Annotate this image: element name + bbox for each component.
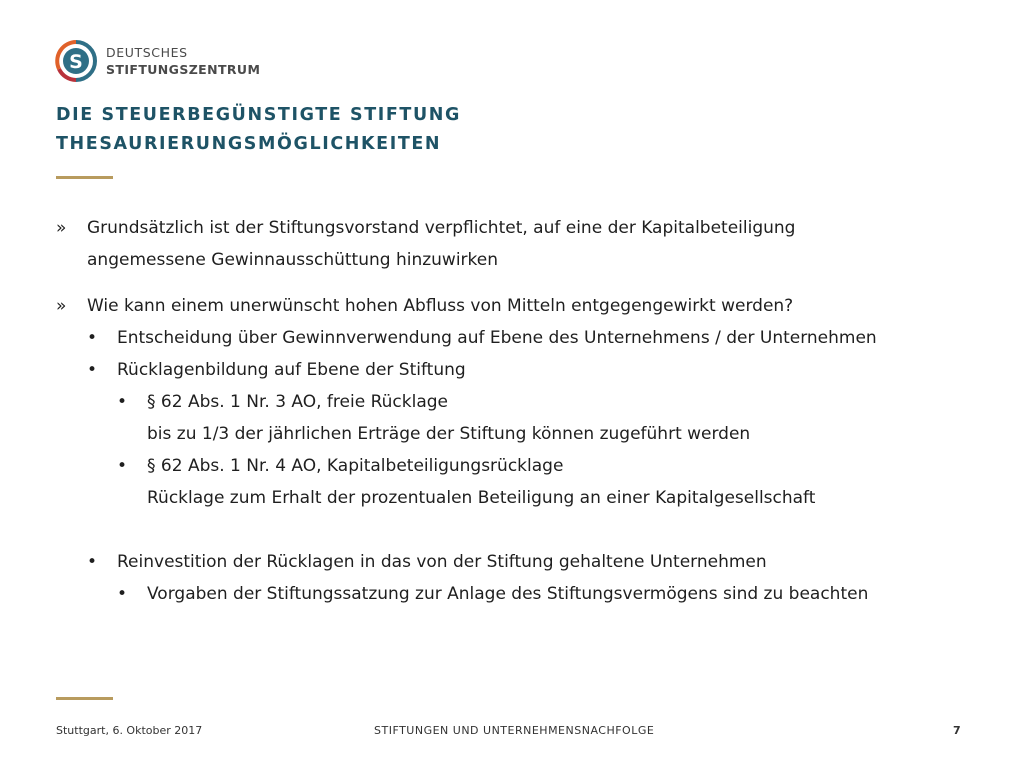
bullet-text: § 62 Abs. 1 Nr. 4 AO, Kapitalbeteiligungsrücklage: [147, 456, 564, 476]
bullet-marker: »: [56, 296, 67, 316]
bullet-item: [56, 450, 986, 514]
bullet-marker: •: [117, 456, 128, 476]
bullet-text: § 62 Abs. 1 Nr. 3 AO, freie Rücklage: [147, 392, 448, 412]
footer-topic: STIFTUNGEN UND UNTERNEHMENSNACHFOLGE: [374, 724, 655, 737]
bullet-marker: •: [87, 552, 98, 572]
bullet-marker: •: [117, 584, 128, 604]
bullet-text: Vorgaben der Stiftungssatzung zur Anlage des Stiftungsvermögens sind zu beachten: [147, 584, 869, 604]
bullet-text: Entscheidung über Gewinnverwendung auf Ebene des Unternehmens / der Unternehmen: [117, 328, 877, 348]
bullet-item: [56, 354, 986, 386]
stiftungszentrum-logo-icon: [54, 39, 98, 83]
title-accent-rule: [56, 176, 113, 179]
bullet-text: Wie kann einem unerwünscht hohen Abfluss von Mitteln entgegengewirkt werden?: [87, 296, 794, 316]
logo-wordmark: [106, 44, 260, 78]
bullet-item: [56, 578, 986, 610]
footer-accent-rule: [56, 697, 113, 700]
logo-line-deutsches: DEUTSCHES: [106, 45, 188, 60]
bullet-item: [56, 322, 986, 354]
bullet-text: Reinvestition der Rücklagen in das von der Stiftung gehaltene Unternehmen: [117, 552, 767, 572]
bullet-text: Grundsätzlich ist der Stiftungsvorstand verpflichtet, auf eine der Kapitalbeteiligung: [87, 218, 796, 238]
bullet-marker: •: [87, 328, 98, 348]
bullet-text: Rücklagenbildung auf Ebene der Stiftung: [117, 360, 466, 380]
slide-content: [56, 212, 986, 610]
bullet-item: [56, 546, 986, 578]
bullet-item: [56, 290, 986, 322]
bullet-marker: •: [117, 392, 128, 412]
logo: [54, 39, 261, 85]
bullet-marker: »: [56, 218, 67, 238]
bullet-text: Rücklage zum Erhalt der prozentualen Beteiligung an einer Kapitalgesellschaft: [147, 488, 816, 508]
bullet-text: angemessene Gewinnausschüttung hinzuwirken: [87, 250, 499, 270]
slide-title: [56, 101, 461, 159]
footer-location-date: Stuttgart, 6. Oktober 2017: [56, 724, 203, 737]
slide-title-line2: THESAURIERUNGSMÖGLICHKEITEN: [56, 134, 442, 154]
svg-text:S: S: [69, 51, 83, 73]
bullet-item: [56, 386, 986, 450]
footer-page-number: 7: [953, 724, 961, 737]
logo-line-stiftungszentrum: STIFTUNGSZENTRUM: [106, 62, 261, 77]
bullet-text: bis zu 1/3 der jährlichen Erträge der Stiftung können zugeführt werden: [147, 424, 751, 444]
slide-title-line1: DIE STEUERBEGÜNSTIGTE STIFTUNG: [56, 105, 461, 125]
bullet-item: [56, 212, 986, 276]
bullet-marker: •: [87, 360, 98, 380]
